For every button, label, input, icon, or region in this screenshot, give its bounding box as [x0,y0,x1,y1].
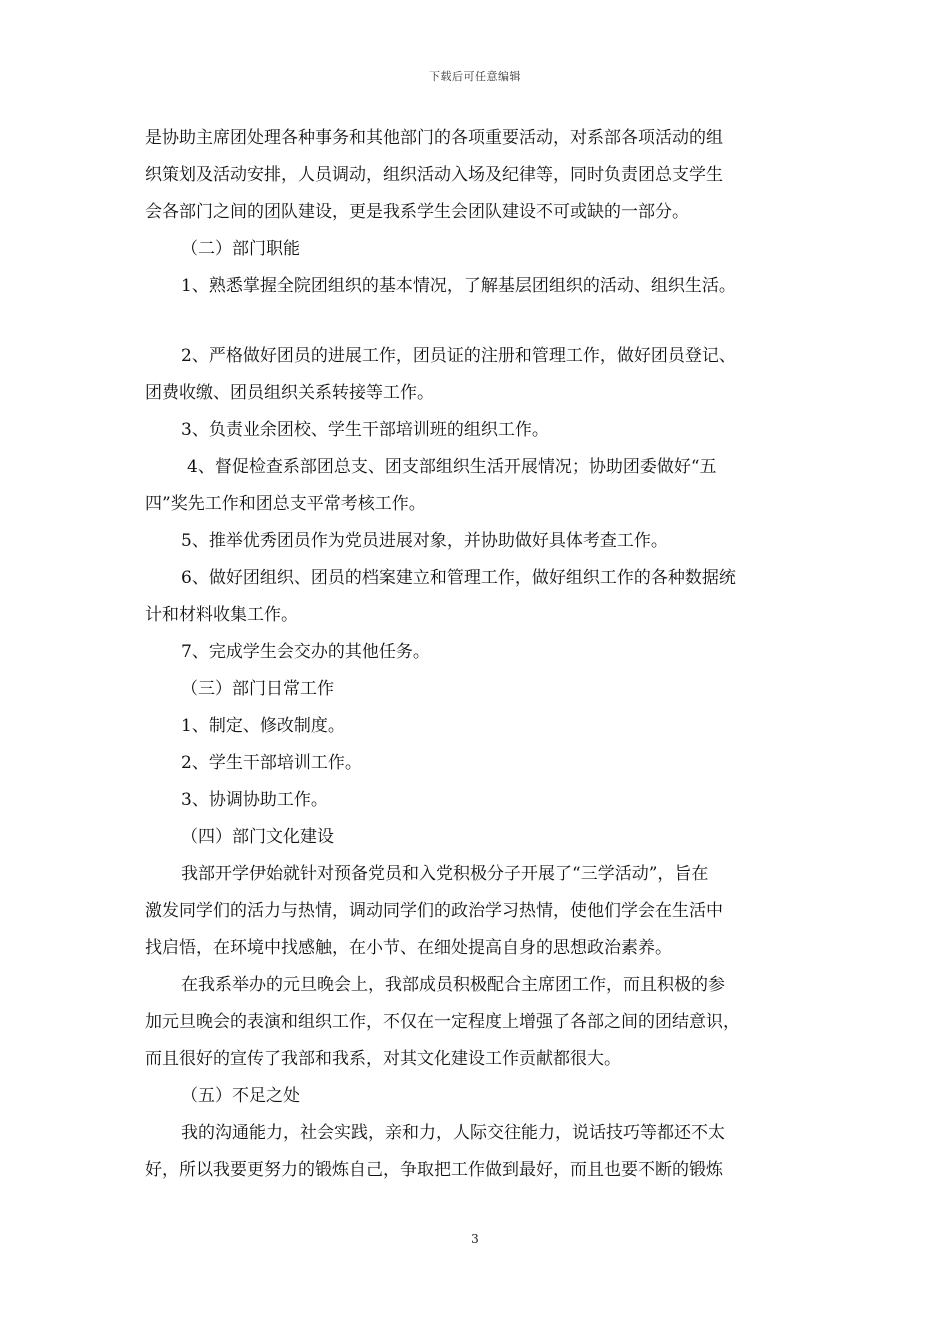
page-number: 3 [471,1232,479,1246]
section-heading-shortcomings: （五）不足之处 [181,1086,300,1106]
list-item: 2、严格做好团员的进展工作，团员证的注册和管理工作，做好团员登记、 [181,346,736,366]
body-line: 好，所以我要更努力的锻炼自己，争取把工作做到最好，而且也要不断的锻炼 [145,1160,723,1180]
body-line: 四”奖先工作和团总支平常考核工作。 [145,494,426,514]
body-line: 团费收缴、团员组织关系转接等工作。 [145,383,434,403]
body-line: 找启悟，在环境中找感触，在小节、在细处提高自身的思想政治素养。 [145,938,672,958]
list-item: 5、推举优秀团员作为党员进展对象，并协助做好具体考查工作。 [181,531,668,551]
section-heading-daily-work: （三）部门日常工作 [181,679,334,699]
body-line: 会各部门之间的团队建设，更是我系学生会团队建设不可或缺的一部分。 [145,202,689,222]
list-item: 3、负责业余团校、学生干部培训班的组织工作。 [181,420,549,440]
list-item: 6、做好团组织、团员的档案建立和管理工作，做好组织工作的各种数据统 [181,568,736,588]
body-line: 而且很好的宣传了我部和我系，对其文化建设工作贡献都很大。 [145,1049,621,1069]
document-body [145,120,815,1189]
body-line: 我部开学伊始就针对预备党员和入党积极分子开展了“三学活动”，旨在 [181,864,709,884]
list-item: 1、熟悉掌握全院团组织的基本情况，了解基层团组织的活动、组织生活。 [181,276,736,296]
list-item: 4、督促检查系部团总支、团支部组织生活开展情况；协助团委做好“五 [187,457,717,477]
page-header: 下载后可任意编辑 [429,70,521,83]
list-item: 7、完成学生会交办的其他任务。 [181,642,430,662]
body-line: 激发同学们的活力与热情，调动同学们的政治学习热情，使他们学会在生活中 [145,901,723,921]
section-heading-functions: （二）部门职能 [181,239,300,259]
body-line: 我的沟通能力，社会实践，亲和力，人际交往能力，说话技巧等都还不太 [181,1123,725,1143]
list-item: 2、学生干部培训工作。 [181,753,362,773]
section-heading-culture: （四）部门文化建设 [181,827,334,847]
body-line: 在我系举办的元旦晚会上，我部成员积极配合主席团工作，而且积极的参 [181,975,725,995]
body-line: 加元旦晚会的表演和组织工作，不仅在一定程度上增强了各部之间的团结意识， [145,1012,740,1032]
list-item: 3、协调协助工作。 [181,790,328,810]
body-line: 计和材料收集工作。 [145,605,298,625]
paragraph-gap [145,305,815,338]
body-line: 是协助主席团处理各种事务和其他部门的各项重要活动，对系部各项活动的组 [145,128,723,148]
body-line: 织策划及活动安排，人员调动，组织活动入场及纪律等，同时负责团总支学生 [145,165,723,185]
list-item: 1、制定、修改制度。 [181,716,345,736]
